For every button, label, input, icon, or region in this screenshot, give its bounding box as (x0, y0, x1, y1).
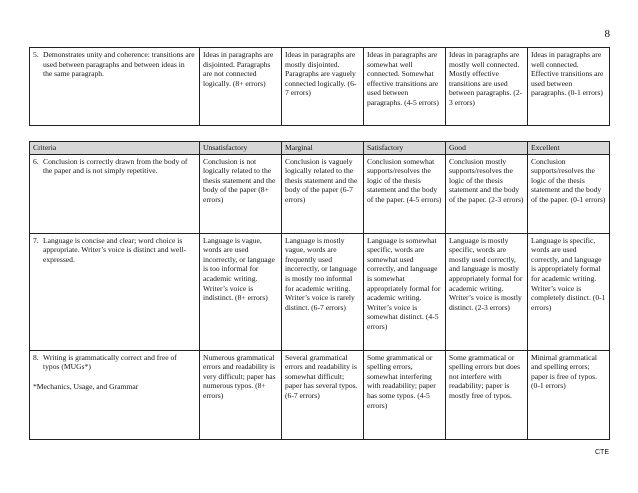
criterion-text: Language is concise and clear; word choice is appropriate. Writer’s voice is distinct and well-expressed. (43, 235, 187, 264)
rating-cell-good: Some grammatical or spelling errors but does not interfere with readability; paper is mostly free of typos. (446, 350, 528, 439)
criterion-cell (30, 233, 200, 350)
rating-cell-unsatisfactory: Language is vague, words are used incorrectly, or language is too informal for academic writing. Writer’s voice is indistinct. (8+ errors) (200, 233, 282, 350)
rating-cell-satisfactory: Conclusion somewhat supports/resolves the logic of the thesis statement and the body of the paper. (4-5 errors) (364, 154, 446, 233)
rubric-table-continued (29, 47, 610, 126)
rating-cell-unsatisfactory: Ideas in paragraphs are disjointed. Paragraphs are not connected logically. (8+ errors) (200, 48, 282, 126)
header-excellent: Excellent (528, 142, 610, 155)
header-marginal: Marginal (282, 142, 364, 155)
rating-cell-good: Ideas in paragraphs are mostly well connected. Mostly effective transitions are used between paragraphs. (2-3 errors) (446, 48, 528, 126)
rating-cell-excellent: Language is specific, words are used correctly, and language is appropriately formal for academic writing. Writer’s voice is completely distinct. (0-1 errors) (528, 233, 610, 350)
criterion-cell (30, 154, 200, 233)
criterion-text: Demonstrates unity and coherence: transitions are used between paragraphs and between ideas in the same paragraph. (43, 50, 195, 79)
rubric-table (29, 141, 610, 440)
rating-cell-satisfactory: Language is somewhat specific, words are somewhat used correctly, and language is somewhat appropriately formal for academic writing. Writer’s voice is somewhat distinct. (4-5 errors) (364, 233, 446, 350)
criterion-number: 6. (33, 156, 39, 166)
rating-cell-excellent: Conclusion supports/resolves the logic of the thesis statement and the body of the paper. (0-1 errors) (528, 154, 610, 233)
criterion-number: 7. (33, 235, 39, 245)
header-good: Good (446, 142, 528, 155)
table-row (30, 350, 610, 439)
header-criteria: Criteria (30, 142, 200, 155)
rating-cell-satisfactory: Some grammatical or spelling errors, somewhat interfering with readability; paper has some typos. (4-5 errors) (364, 350, 446, 439)
rating-cell-marginal: Ideas in paragraphs are mostly disjointed. Paragraphs are vaguely connected logically. (6-7 errors) (282, 48, 364, 126)
criterion-number: 8. (33, 352, 39, 362)
footer-label: CTE (595, 449, 609, 456)
rating-cell-marginal: Several grammatical errors and readability is somewhat difficult; paper has several typos. (6-7 errors) (282, 350, 364, 439)
rating-cell-marginal: Conclusion is vaguely logically related to the thesis statement and the body of the paper (6-7 errors) (282, 154, 364, 233)
rating-cell-good: Conclusion mostly supports/resolves the logic of the thesis statement and the body of the paper. (2-3 errors) (446, 154, 528, 233)
page-number: 8 (604, 28, 610, 40)
rating-cell-marginal: Language is mostly vague, words are frequently used incorrectly, or language is mostly too informal for academic writing. Writer’s voice is rarely distinct. (6-7 errors) (282, 233, 364, 350)
table-row (30, 48, 610, 126)
header-row (30, 142, 610, 155)
criterion-text: Writing is grammatically correct and free of typos (MUGs*) (43, 352, 177, 372)
header-satisfactory: Satisfactory (364, 142, 446, 155)
criterion-text: Conclusion is correctly drawn from the body of the paper and is not simply repetitive. (43, 156, 188, 176)
criterion-cell (30, 48, 200, 126)
table-row (30, 154, 610, 233)
rating-cell-good: Language is mostly specific, words are mostly used correctly, and language is mostly appropriately formal for academic writing. Writer’s voice is mostly distinct. (2-3 errors) (446, 233, 528, 350)
criterion-cell (30, 350, 200, 439)
table-row (30, 233, 610, 350)
rating-cell-unsatisfactory: Numerous grammatical errors and readability is very difficult; paper has numerous typos. (8+ errors) (200, 350, 282, 439)
rating-cell-unsatisfactory: Conclusion is not logically related to the thesis statement and the body of the paper (8+ errors) (200, 154, 282, 233)
rating-cell-satisfactory: Ideas in paragraphs are somewhat well connected. Somewhat effective transitions are used between paragraphs. (4-5 errors) (364, 48, 446, 126)
criterion-number: 5. (33, 50, 39, 59)
rating-cell-excellent: Minimal grammatical and spelling errors; paper is free of typos. (0-1 errors) (528, 350, 610, 439)
criterion-footnote: *Mechanics, Usage, and Grammar (33, 381, 139, 391)
header-unsatisfactory: Unsatisfactory (200, 142, 282, 155)
rating-cell-excellent: Ideas in paragraphs are well connected. Effective transitions are used between paragraphs. (0-1 errors) (528, 48, 610, 126)
